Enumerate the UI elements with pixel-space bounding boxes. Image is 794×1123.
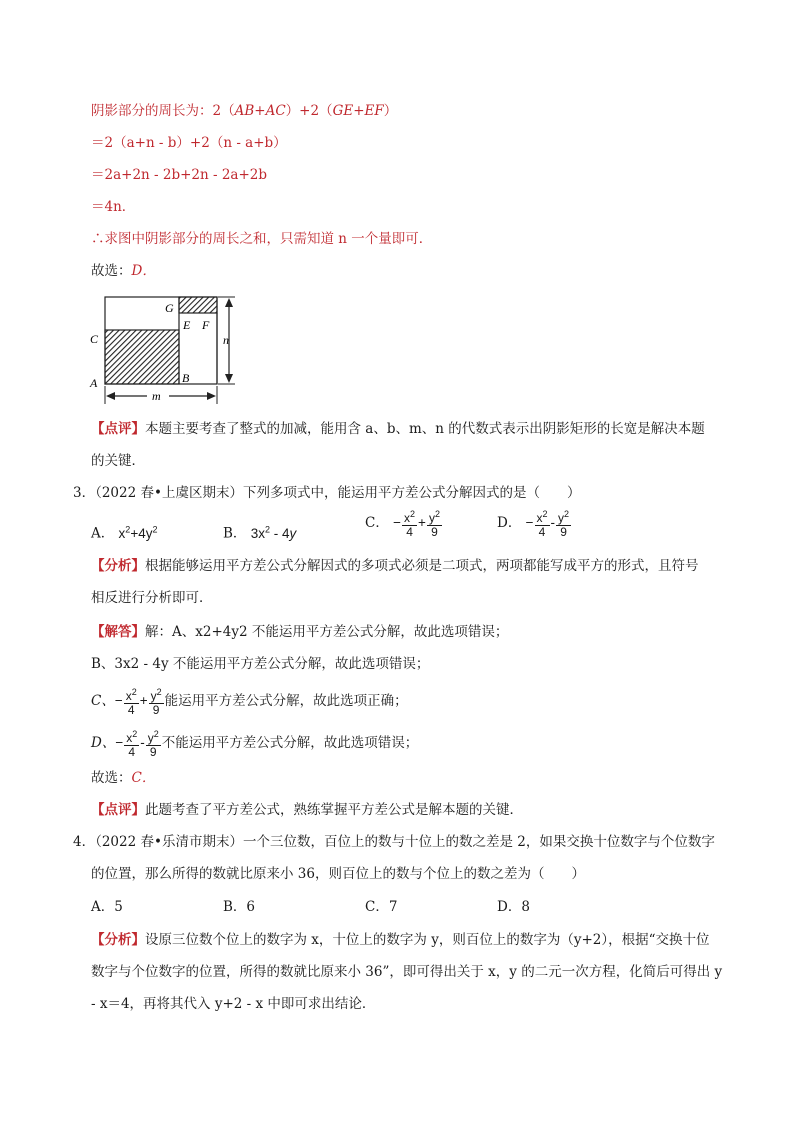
label-c: C	[90, 332, 99, 346]
answer-tag: 【解答】	[91, 624, 145, 640]
answer-c-prefix: C、	[91, 693, 115, 709]
q3-option-c: C． − $\frac{x^2}{4}$ + $\frac{y^2}{9}$	[365, 509, 440, 539]
mid-text: ）+2（	[285, 103, 333, 119]
label-m: m	[152, 389, 161, 403]
solution-line-5: ∴求图中阴影部分的周长之和，只需知道 n 一个量即可．	[91, 231, 433, 247]
shaded-rect-top	[179, 297, 217, 313]
label-n: n	[223, 333, 229, 347]
q3-choice-answer: C．	[131, 770, 156, 786]
q4-stem-text: 一个三位数，百位上的数与十位上的数之差是 2，如果交换十位数字与个位数字	[242, 834, 715, 850]
label-b: B	[182, 371, 190, 385]
comment-line-1	[91, 419, 705, 439]
q3-choice	[91, 768, 155, 788]
q4-analysis-2: 数字与个位数字的位置，所得的数就比原来小 36”，即可得出关于 x，y 的二元一次方程，化简后可得出 y	[91, 964, 723, 980]
q3-analysis-2: 相反进行分析即可．	[91, 590, 213, 606]
q3-comment	[91, 800, 523, 820]
option-a-label: A．	[91, 525, 115, 542]
label-e: E	[183, 318, 191, 332]
label-a: A	[90, 376, 98, 390]
ge-ef-text: GE+EF	[332, 103, 384, 119]
q4-analysis-tag: 【分析】	[91, 932, 145, 948]
q3-option-b: B． $3x^2 - 4y$	[223, 524, 297, 542]
q4-number: 4．	[73, 834, 96, 850]
solution-line-2: ＝2（a+n - b）+2（n - a+b）	[91, 135, 287, 151]
label-g: G	[165, 301, 174, 315]
ab-ac-text: AB+AC	[234, 103, 286, 119]
q3-stem-text: 下列多项式中，能运用平方差公式分解因式的是（ ）	[242, 485, 581, 501]
q3-comment-text: 此题考查了平方差公式，熟练掌握平方差公式是解本题的关键．	[145, 802, 523, 818]
q3-answer-a	[91, 622, 508, 642]
perimeter-text: 阴影部分的周长为：2（	[91, 103, 235, 119]
comment-text: 本题主要考查了整式的加减，能用含 a、b、m、n 的代数式表示出阴影矩形的长宽是解决本题	[145, 421, 705, 437]
q4-option-b: B．6	[223, 899, 256, 915]
answer-d-prefix: D、	[91, 735, 116, 751]
q3-answer-b: B、3x2 - 4y 不能运用平方差公式分解，故此选项错误；	[91, 656, 430, 672]
q4-analysis-text: 设原三位数个位上的数字为 x，十位上的数字为 y，则百位上的数字为（y+2），根据“交换十位	[145, 932, 710, 948]
q4-analysis-1	[91, 930, 710, 950]
solution-line-3: ＝2a+2n - 2b+2n - 2a+2b	[91, 167, 268, 183]
end-text: ）	[383, 103, 398, 119]
q3-option-d: D． − $\frac{x^2}{4}$ - $\frac{y^2}{9}$	[497, 509, 570, 539]
q3-answer-c: C、− $\frac{x^2}{4}$ + $\frac{y^2}{9}$ 能运用平方差公式分解，故此选项正确；	[91, 687, 408, 717]
solution-choice	[91, 261, 156, 281]
rectangle-figure	[85, 290, 245, 408]
answer-d-text: 不能运用平方差公式分解，故此选项错误；	[161, 735, 419, 751]
q3-analysis-1	[91, 556, 699, 576]
option-b-label: B．	[223, 525, 247, 542]
question-4-stem-2: 的位置，那么所得的数就比原来小 36，则百位上的数与个位上的数之差为（ ）	[91, 866, 585, 882]
solution-line-4: ＝4n．	[91, 199, 136, 215]
shaded-rect-left	[105, 330, 179, 384]
q4-analysis-3: - x＝4，再将其代入 y+2 - x 中即可求出结论．	[91, 996, 376, 1012]
label-f: F	[202, 318, 210, 332]
answer-a-text: 解：A、x2+4y2 不能运用平方差公式分解，故此选项错误；	[145, 624, 509, 640]
choice-prefix: 故选：	[91, 263, 132, 279]
analysis-text: 根据能够运用平方差公式分解因式的多项式必须是二项式，两项都能写成平方的形式，且符号	[145, 558, 699, 574]
q3-number: 3．	[73, 485, 96, 501]
comment-line-2: 的关键．	[91, 453, 145, 469]
q3-answer-d: D、− $\frac{x^2}{4}$ - $\frac{y^2}{9}$ 不能运用平方差公式分解，故此选项错误；	[91, 729, 419, 759]
question-4-stem-1	[73, 832, 715, 852]
solution-line-1	[91, 101, 397, 121]
comment-tag: 【点评】	[91, 421, 145, 437]
q4-option-a: A．5	[91, 899, 123, 915]
q3-option-a: A． $x^2+4y^2$	[91, 524, 158, 542]
q4-source: （2022 春•乐清市期末）	[95, 834, 243, 850]
q3-choice-prefix: 故选：	[91, 770, 132, 786]
q3-source: （2022 春•上虞区期末）	[95, 485, 243, 501]
option-c-label: C．	[365, 515, 389, 531]
option-d-label: D．	[497, 515, 522, 531]
choice-answer: D．	[131, 263, 156, 279]
question-3-stem	[73, 483, 580, 503]
q4-option-c: C．7	[365, 899, 398, 915]
answer-c-text: 能运用平方差公式分解，故此选项正确；	[164, 693, 408, 709]
q3-comment-tag: 【点评】	[91, 802, 145, 818]
q4-option-d: D．8	[497, 899, 530, 915]
analysis-tag: 【分析】	[91, 558, 145, 574]
